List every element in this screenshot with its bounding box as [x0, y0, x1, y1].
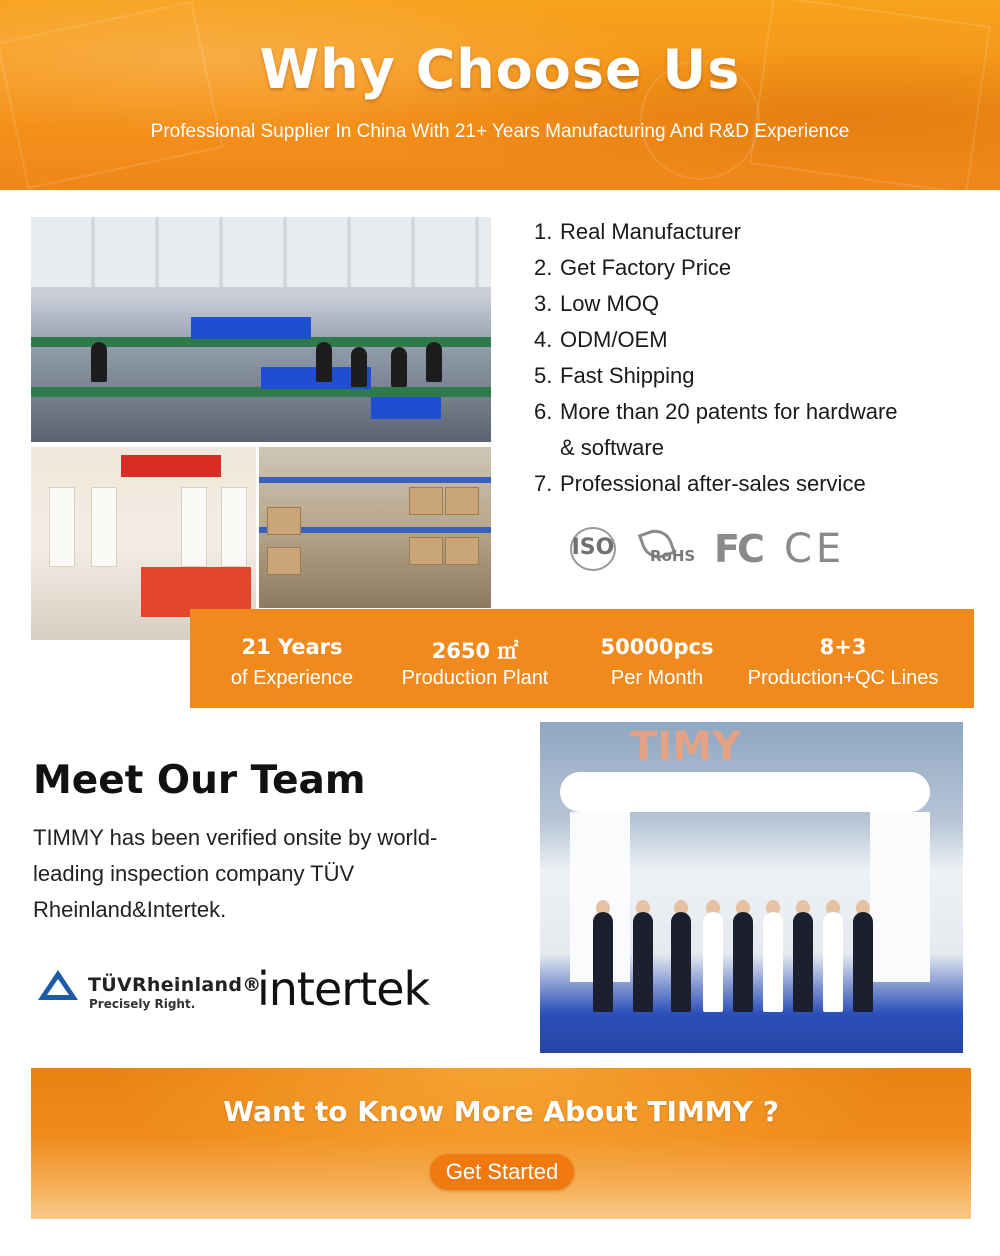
warehouse-photo — [259, 447, 491, 608]
feature-item: 2. Get Factory Price — [534, 255, 732, 280]
cta-title: Want to Know More About TIMMY ? — [223, 1095, 779, 1128]
feature-item: 3. Low MOQ — [534, 291, 660, 316]
rohs-logo-icon: RoHS — [640, 527, 700, 571]
fcc-logo-icon: FC — [714, 527, 762, 571]
hero-banner — [0, 0, 1000, 190]
feature-list — [534, 214, 974, 502]
stat-experience: 21 Years of Experience — [230, 635, 354, 689]
stats-bar — [190, 609, 974, 708]
factory-photo — [31, 217, 491, 442]
feature-item: 4. ODM/OEM — [534, 327, 668, 352]
stat-plant: 2650 ㎡ Production Plant — [401, 639, 549, 689]
stat-capacity: 50000pcs Per Month — [600, 635, 714, 689]
feature-item: 1. Real Manufacturer — [534, 219, 741, 244]
ce-logo-icon: CE — [784, 526, 846, 572]
tuv-rheinland-logo-icon: TÜVRheinland® Precisely Right. — [38, 966, 248, 1016]
feature-item: 7. Professional after-sales service — [534, 471, 866, 496]
get-started-button[interactable]: Get Started — [430, 1154, 574, 1190]
iso-logo-icon: ISO — [566, 527, 620, 571]
cta-banner — [31, 1068, 971, 1219]
page-title: Why Choose Us — [259, 38, 741, 101]
team-booth-photo: TIMY — [540, 722, 963, 1053]
stat-lines: 8+3 Production+QC Lines — [747, 635, 939, 689]
page-subtitle: Professional Supplier In China With 21+ Years Manufacturing And R&D Experience — [150, 121, 850, 142]
team-title: Meet Our Team — [33, 758, 366, 803]
feature-item: 6. More than 20 patents for hardware & software — [534, 399, 898, 460]
intertek-logo-icon: intertek — [257, 962, 430, 1016]
feature-item: 5. Fast Shipping — [534, 363, 695, 388]
team-description: TIMMY has been verified onsite by world-leading inspection company TÜV Rheinland&Intertek. — [33, 825, 438, 922]
